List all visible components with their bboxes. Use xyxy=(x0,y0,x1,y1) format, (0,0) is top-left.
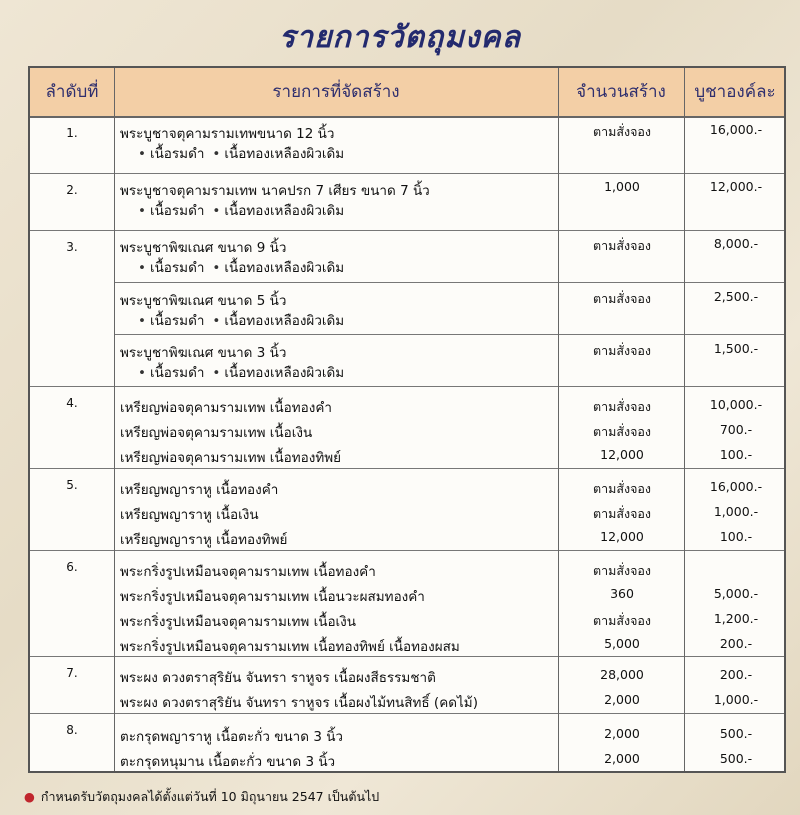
table-row xyxy=(30,392,784,417)
material-options xyxy=(120,309,344,331)
price-cell: 1,500.- xyxy=(713,341,759,356)
quantity-cell: ตามสั่งจอง xyxy=(592,291,652,306)
material-option: เนื้อรมดำ xyxy=(149,260,205,276)
table-row xyxy=(30,173,784,230)
footer-note xyxy=(24,787,379,807)
item-description: พระกริ่งรูปเหมือนจตุคามรามเทพ เนื้อนวะผสมทองคำ xyxy=(120,589,425,605)
price-cell: 12,000.- xyxy=(709,179,763,194)
page-title: รายการวัตถุมงคล xyxy=(278,20,522,55)
material-option: เนื้อทองเหลืองผิวเดิม xyxy=(224,365,345,381)
bullet-icon: • xyxy=(138,260,146,276)
item-number: 4. xyxy=(66,396,78,410)
quantity-cell: ตามสั่งจอง xyxy=(592,399,652,414)
table-row xyxy=(30,474,784,499)
quantity-cell: 28,000 xyxy=(600,667,644,682)
bullet-icon: • xyxy=(212,260,221,276)
item-number: 5. xyxy=(66,478,78,492)
header-price: บูชาองค์ละ xyxy=(694,82,776,102)
item-description: เหรียญพ่อจตุคามรามเทพ เนื้อทองคำ xyxy=(120,400,332,416)
quantity-cell: 12,000 xyxy=(600,529,644,544)
column-divider xyxy=(114,68,115,771)
item-description: ตะกรุดพญาราหู เนื้อตะกั่ว ขนาด 3 นิ้ว xyxy=(120,729,344,745)
price-cell: 1,000.- xyxy=(713,692,759,707)
table-row xyxy=(30,524,784,549)
bullet-icon: • xyxy=(138,146,146,162)
price-cell: 500.- xyxy=(719,751,753,766)
bullet-icon: • xyxy=(138,203,146,219)
price-cell: 100.- xyxy=(719,447,753,462)
item-description: พระบูชาจตุคามรามเทพ นาคปรก 7 เศียร ขนาด 7 นิ้ว xyxy=(120,183,430,199)
table-row xyxy=(30,687,784,712)
quantity-cell: 1,000 xyxy=(604,179,640,194)
quantity-cell: ตามสั่งจอง xyxy=(592,481,652,496)
quantity-cell: ตามสั่งจอง xyxy=(592,343,652,358)
item-group xyxy=(30,713,784,773)
table-row xyxy=(30,581,784,606)
price-cell: 200.- xyxy=(719,667,753,682)
material-option: เนื้อรมดำ xyxy=(149,146,205,162)
quantity-cell: ตามสั่งจอง xyxy=(592,563,652,578)
item-description: พระกริ่งรูปเหมือนจตุคามรามเทพ เนื้อเงิน xyxy=(120,614,356,630)
table-row xyxy=(30,417,784,442)
item-group xyxy=(30,386,784,469)
table-row xyxy=(30,746,784,771)
price-cell: 500.- xyxy=(719,726,753,741)
quantity-cell: 12,000 xyxy=(600,447,644,462)
item-group xyxy=(30,116,784,174)
material-option: เนื้อทองเหลืองผิวเดิม xyxy=(224,313,345,329)
quantity-cell: 2,000 xyxy=(604,692,640,707)
header-item: รายการที่จัดสร้าง xyxy=(272,82,400,102)
table-row xyxy=(30,606,784,631)
item-description: เหรียญพญาราหู เนื้อเงิน xyxy=(120,507,259,523)
material-option: เนื้อทองเหลืองผิวเดิม xyxy=(224,260,345,276)
bullet-icon: • xyxy=(212,365,221,381)
item-group xyxy=(30,230,784,387)
item-description: พระผง ดวงตราสุริยัน จันทรา ราหูจร เนื้อผงสีธรรมชาติ xyxy=(120,670,436,686)
material-option: เนื้อรมดำ xyxy=(149,365,205,381)
material-options xyxy=(120,142,344,164)
price-cell: 700.- xyxy=(719,422,753,437)
item-group xyxy=(30,656,784,714)
item-group xyxy=(30,173,784,231)
quantity-cell: 2,000 xyxy=(604,751,640,766)
column-divider xyxy=(684,68,685,771)
quantity-cell: ตามสั่งจอง xyxy=(592,124,652,139)
item-description: พระบูชาพิฆเณศ ขนาด 9 นิ้ว xyxy=(120,240,287,256)
table-row xyxy=(30,499,784,524)
item-number: 3. xyxy=(66,240,78,254)
bullet-icon: • xyxy=(138,365,146,381)
material-options xyxy=(120,256,344,278)
material-option: เนื้อทองเหลืองผิวเดิม xyxy=(224,146,345,162)
table-row xyxy=(30,631,784,656)
item-number: 2. xyxy=(66,183,78,197)
column-divider xyxy=(558,68,559,771)
item-description: ตะกรุดหนุมาน เนื้อตะกั่ว ขนาด 3 นิ้ว xyxy=(120,754,336,770)
item-number: 1. xyxy=(66,126,78,140)
item-description: เหรียญพ่อจตุคามรามเทพ เนื้อเงิน xyxy=(120,425,313,441)
item-number: 6. xyxy=(66,560,78,574)
item-description: เหรียญพญาราหู เนื้อทองทิพย์ xyxy=(120,532,288,548)
quantity-cell: 360 xyxy=(610,586,634,601)
bullet-icon: • xyxy=(212,146,221,162)
material-option: เนื้อรมดำ xyxy=(149,203,205,219)
price-cell: 100.- xyxy=(719,529,753,544)
material-option: เนื้อรมดำ xyxy=(149,313,205,329)
table-row xyxy=(30,442,784,467)
item-description: พระบูชาพิฆเณศ ขนาด 5 นิ้ว xyxy=(120,293,287,309)
table-row xyxy=(30,230,784,282)
price-cell: 16,000.- xyxy=(709,479,763,494)
quantity-cell: ตามสั่งจอง xyxy=(592,424,652,439)
material-option: เนื้อทองเหลืองผิวเดิม xyxy=(224,203,345,219)
table-header xyxy=(30,68,784,118)
item-description: เหรียญพญาราหู เนื้อทองคำ xyxy=(120,482,279,498)
price-cell: 200.- xyxy=(719,636,753,651)
bullet-icon: • xyxy=(212,313,221,329)
table-row xyxy=(30,662,784,687)
price-cell: 1,000.- xyxy=(713,504,759,519)
item-number: 7. xyxy=(66,666,78,680)
price-cell: 1,200.- xyxy=(713,611,759,626)
item-description: พระผง ดวงตราสุริยัน จันทรา ราหูจร เนื้อผงไม้ทนสิทธิ์ (คดไม้) xyxy=(120,695,478,711)
table-row xyxy=(30,116,784,173)
item-description: พระบูชาพิฆเณศ ขนาด 3 นิ้ว xyxy=(120,345,287,361)
bullet-icon: ● xyxy=(24,789,35,804)
item-description: พระกริ่งรูปเหมือนจตุคามรามเทพ เนื้อทองทิพย์ เนื้อทองผสม xyxy=(120,639,460,655)
item-group xyxy=(30,468,784,551)
quantity-cell: 2,000 xyxy=(604,726,640,741)
item-group xyxy=(30,550,784,657)
quantity-cell: 5,000 xyxy=(604,636,640,651)
price-cell: 5,000.- xyxy=(713,586,759,601)
quantity-cell: ตามสั่งจอง xyxy=(592,613,652,628)
header-no: ลำดับที่ xyxy=(45,82,99,102)
material-options xyxy=(120,361,344,383)
item-description: พระบูชาจตุคามรามเทพขนาด 12 นิ้ว xyxy=(120,126,335,142)
quantity-cell: ตามสั่งจอง xyxy=(592,238,652,253)
bullet-icon: • xyxy=(212,203,221,219)
item-number: 8. xyxy=(66,723,78,737)
items-table xyxy=(28,66,786,773)
note-text: กำหนดรับวัตถุมงคลได้ตั้งแต่วันที่ 10 มิถุนายน 2547 เป็นต้นไป xyxy=(40,789,380,804)
bullet-icon: • xyxy=(138,313,146,329)
item-description: เหรียญพ่อจตุคามรามเทพ เนื้อทองทิพย์ xyxy=(120,450,342,466)
material-options xyxy=(120,199,344,221)
table-row xyxy=(30,556,784,581)
price-cell: 16,000.- xyxy=(709,122,763,137)
price-cell: 10,000.- xyxy=(709,397,763,412)
table-row xyxy=(30,721,784,746)
price-cell: 2,500.- xyxy=(713,289,759,304)
quantity-cell: ตามสั่งจอง xyxy=(592,506,652,521)
header-qty: จำนวนสร้าง xyxy=(576,82,666,102)
price-cell: 8,000.- xyxy=(713,236,759,251)
item-description: พระกริ่งรูปเหมือนจตุคามรามเทพ เนื้อทองคำ xyxy=(120,564,376,580)
